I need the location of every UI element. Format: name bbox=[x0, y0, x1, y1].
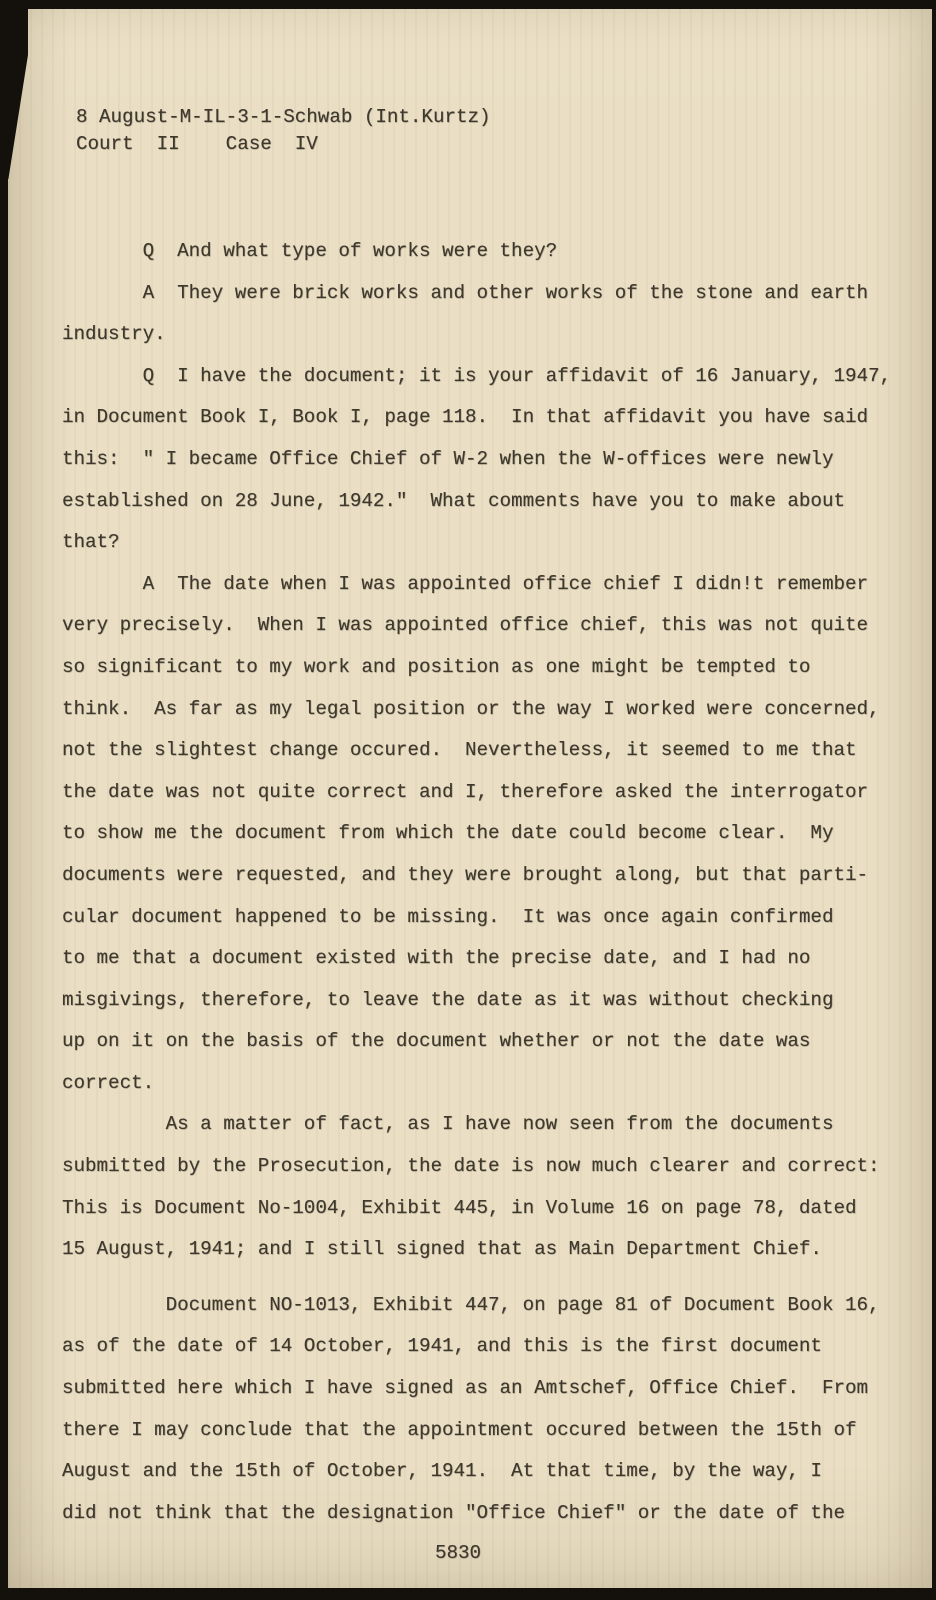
text-line: correct. bbox=[62, 1071, 155, 1094]
paragraph bbox=[62, 564, 912, 1105]
text-line: as of the date of 14 October, 1941, and this is the first document bbox=[62, 1335, 822, 1358]
text-line: Document NO-1013, Exhibit 447, on page 81 of Document Book 16, bbox=[62, 1293, 880, 1316]
document-header bbox=[76, 104, 491, 158]
paragraph bbox=[62, 231, 912, 273]
text-line: As a matter of fact, as I have now seen from the documents bbox=[62, 1113, 834, 1136]
header-court-case-line: Court II Case IV bbox=[76, 133, 318, 155]
text-line: to me that a document existed with the precise date, and I had no bbox=[62, 947, 811, 970]
text-line: A They were brick works and other works of the stone and earth bbox=[62, 281, 869, 304]
text-line: did not think that the designation "Office Chief" or the date of the bbox=[62, 1501, 845, 1524]
text-line: to show me the document from which the date could become clear. My bbox=[62, 822, 834, 845]
paragraph bbox=[62, 273, 912, 356]
text-line: not the slightest change occured. Nevertheless, it seemed to me that bbox=[62, 739, 857, 762]
text-line: very precisely. When I was appointed office chief, this was not quite bbox=[62, 614, 869, 637]
page-number: 5830 bbox=[434, 1542, 482, 1564]
text-line: August and the 15th of October, 1941. At that time, by the way, I bbox=[62, 1460, 822, 1483]
text-line: there I may conclude that the appointment occured between the 15th of bbox=[62, 1418, 857, 1441]
text-line: so significant to my work and position as one might be tempted to bbox=[62, 655, 811, 678]
text-line: Q I have the document; it is your affidavit of 16 January, 1947, bbox=[62, 364, 892, 387]
paragraph bbox=[62, 1285, 912, 1535]
text-line: cular document happened to be missing. It was once again confirmed bbox=[62, 905, 834, 928]
paragraph bbox=[62, 356, 912, 564]
text-line: Q And what type of works were they? bbox=[62, 240, 558, 262]
text-line: industry. bbox=[62, 323, 166, 346]
text-line: established on 28 June, 1942." What comments have you to make about bbox=[62, 489, 845, 512]
paragraph bbox=[62, 1104, 912, 1270]
header-reference-line: 8 August-M-IL-3-1-Schwab (Int.Kurtz) bbox=[76, 106, 491, 128]
text-line: the date was not quite correct and I, therefore asked the interrogator bbox=[62, 780, 869, 803]
text-line: submitted by the Prosecution, the date is now much clearer and correct: bbox=[62, 1155, 880, 1178]
text-line: documents were requested, and they were brought along, but that parti- bbox=[62, 863, 869, 886]
text-line: that? bbox=[62, 531, 120, 554]
text-line: 15 August, 1941; and I still signed that as Main Department Chief. bbox=[62, 1238, 822, 1261]
text-line: think. As far as my legal position or the way I worked were concerned, bbox=[62, 697, 880, 720]
body-paragraphs bbox=[62, 231, 912, 1534]
text-line: A The date when I was appointed office chief I didn!t remember bbox=[62, 572, 869, 595]
text-line: This is Document No-1004, Exhibit 445, in Volume 16 on page 78, dated bbox=[62, 1196, 857, 1219]
text-line: in Document Book I, Book I, page 118. In that affidavit you have said bbox=[62, 406, 869, 429]
text-line: up on it on the basis of the document whether or not the date was bbox=[62, 1030, 811, 1053]
text-line: this: " I became Office Chief of W-2 when the W-offices were newly bbox=[62, 447, 834, 470]
text-line: submitted here which I have signed as an Amtschef, Office Chief. From bbox=[62, 1377, 869, 1400]
text-line: misgivings, therefore, to leave the date as it was without checking bbox=[62, 988, 834, 1011]
